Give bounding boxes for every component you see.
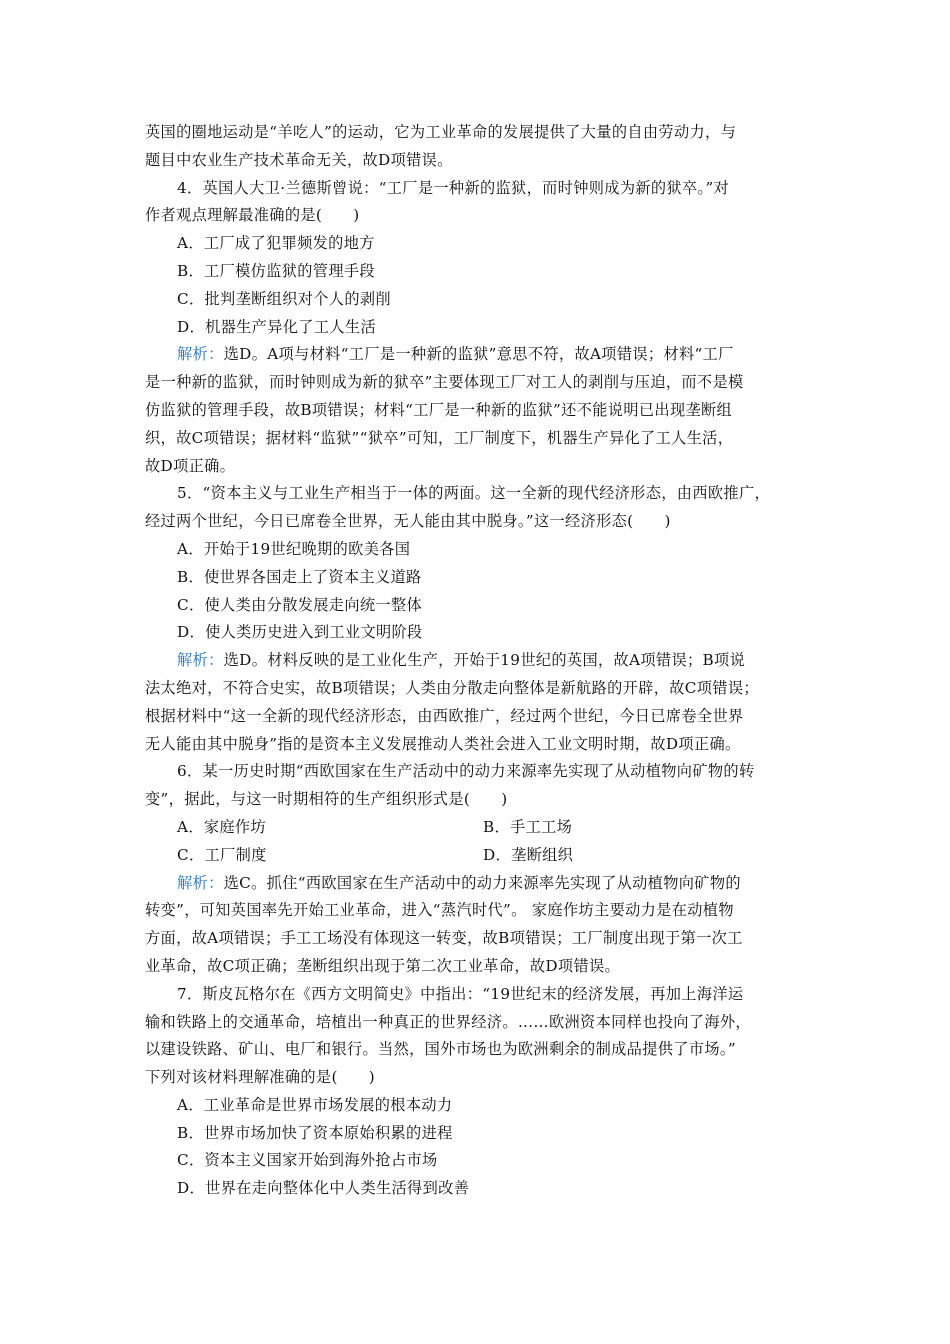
option-line: B．使世界各国走上了资本主义道路 bbox=[177, 567, 422, 586]
text-line: 变”，据此，与这一时期相符的生产组织形式是( ) bbox=[145, 790, 508, 809]
analysis-text: 选D。A项与材料“工厂是一种新的监狱”意思不符，故A项错误；材料“工厂 bbox=[223, 345, 734, 364]
text-line: 方面，故A项错误；手工工场没有体现这一转变，故B项错误；工厂制度出现于第一次工 bbox=[145, 929, 743, 948]
option-line: D．世界在走向整体化中人类生活得到改善 bbox=[177, 1179, 470, 1198]
analysis-line bbox=[145, 647, 810, 675]
text-line: 题目中农业生产技术革命无关，故D项错误。 bbox=[145, 150, 453, 169]
question-line: 7．斯皮瓦格尔在《西方文明简史》中指出：“19世纪末的经济发展，再加上海洋运 bbox=[177, 984, 744, 1003]
option-line: D．机器生产异化了工人生活 bbox=[177, 317, 376, 336]
text-line: 以建设铁路、矿山、电厂和银行。当然，国外市场也为欧洲剩余的制成品提供了市场。” bbox=[145, 1040, 736, 1059]
document-page bbox=[145, 119, 810, 1203]
option-line: A．开始于19世纪晚期的欧美各国 bbox=[177, 539, 411, 558]
option-line: A．工厂成了犯罪频发的地方 bbox=[177, 234, 375, 253]
option-text: C．工厂制度 bbox=[177, 845, 267, 864]
text-line: 织，故C项错误；据材料“监狱”“狱卒”可知，工厂制度下，机器生产异化了工人生活， bbox=[145, 428, 734, 447]
option-line: C．资本主义国家开始到海外抢占市场 bbox=[177, 1151, 438, 1170]
text-line: 经过两个世纪，今日已席卷全世界，无人能由其中脱身。”这一经济形态( ) bbox=[145, 512, 671, 531]
option-line: B．工厂模仿监狱的管理手段 bbox=[177, 261, 375, 280]
text-line: 业革命，故C项正确；垄断组织出现于第二次工业革命，故D项错误。 bbox=[145, 956, 621, 975]
option-line: B．世界市场加快了资本原始积累的进程 bbox=[177, 1123, 453, 1142]
analysis-label: 解析： bbox=[177, 651, 224, 670]
question-line: 6．某一历史时期“西欧国家在生产活动中的动力来源率先实现了从动植物向矿物的转 bbox=[177, 762, 755, 781]
analysis-line bbox=[145, 341, 810, 369]
option-line: A．工业革命是世界市场发展的根本动力 bbox=[177, 1095, 453, 1114]
text-line: 下列对该材料理解准确的是( ) bbox=[145, 1068, 376, 1087]
option-line: D．使人类历史进入到工业文明阶段 bbox=[177, 623, 423, 642]
text-line: 根据材料中“这一全新的现代经济形态，由西欧推广，经过两个世纪，今日已席卷全世界 bbox=[145, 706, 744, 725]
option-line: C．批判垄断组织对个人的剥削 bbox=[177, 289, 391, 308]
text-line: 输和铁路上的交通革命，培植出一种真正的世界经济。……欧洲资本同样也投向了海外， bbox=[145, 1012, 751, 1031]
text-line: 无人能由其中脱身”指的是资本主义发展推动人类社会进入工业文明时期，故D项正确。 bbox=[145, 734, 741, 753]
text-line: 英国的圈地运动是“羊吃人”的运动，它为工业革命的发展提供了大量的自由劳动力，与 bbox=[145, 123, 737, 141]
option-row bbox=[145, 842, 810, 870]
text-line: 是一种新的监狱，而时钟则成为新的狱卒”主要体现工厂对工人的剥削与压迫，而不是模 bbox=[145, 373, 744, 392]
text-line: 故D项正确。 bbox=[145, 456, 236, 475]
question-line: 4．英国人大卫·兰德斯曾说：“工厂是一种新的监狱，而时钟则成为新的狱卒。”对 bbox=[177, 178, 730, 197]
option-row bbox=[145, 814, 810, 842]
analysis-text: 选D。材料反映的是工业化生产，开始于19世纪的英国，故A项错误；B项说 bbox=[223, 651, 746, 670]
analysis-line bbox=[145, 870, 810, 898]
analysis-label: 解析： bbox=[177, 345, 224, 364]
text-line: 转变”，可知英国率先开始工业革命，进入“蒸汽时代”。 家庭作坊主要动力是在动植物 bbox=[145, 901, 734, 920]
option-text: B．手工工场 bbox=[483, 817, 573, 836]
option-line: C．使人类由分散发展走向统一整体 bbox=[177, 595, 423, 614]
analysis-label: 解析： bbox=[177, 873, 224, 892]
text-line: 仿监狱的管理手段，故B项错误；材料“工厂是一种新的监狱”还不能说明已出现垄断组 bbox=[145, 400, 733, 419]
analysis-text: 选C。抓住“西欧国家在生产活动中的动力来源率先实现了从动植物向矿物的 bbox=[223, 873, 741, 892]
text-line: 法太绝对，不符合史实，故B项错误；人类由分散走向整体是新航路的开辟，故C项错误； bbox=[145, 678, 759, 697]
option-text: D．垄断组织 bbox=[483, 845, 574, 864]
text-line: 作者观点理解最准确的是( ) bbox=[145, 206, 360, 225]
question-line: 5．“资本主义与工业生产相当于一体的两面。这一全新的现代经济形态，由西欧推广， bbox=[177, 484, 771, 503]
option-text: A．家庭作坊 bbox=[177, 817, 267, 836]
